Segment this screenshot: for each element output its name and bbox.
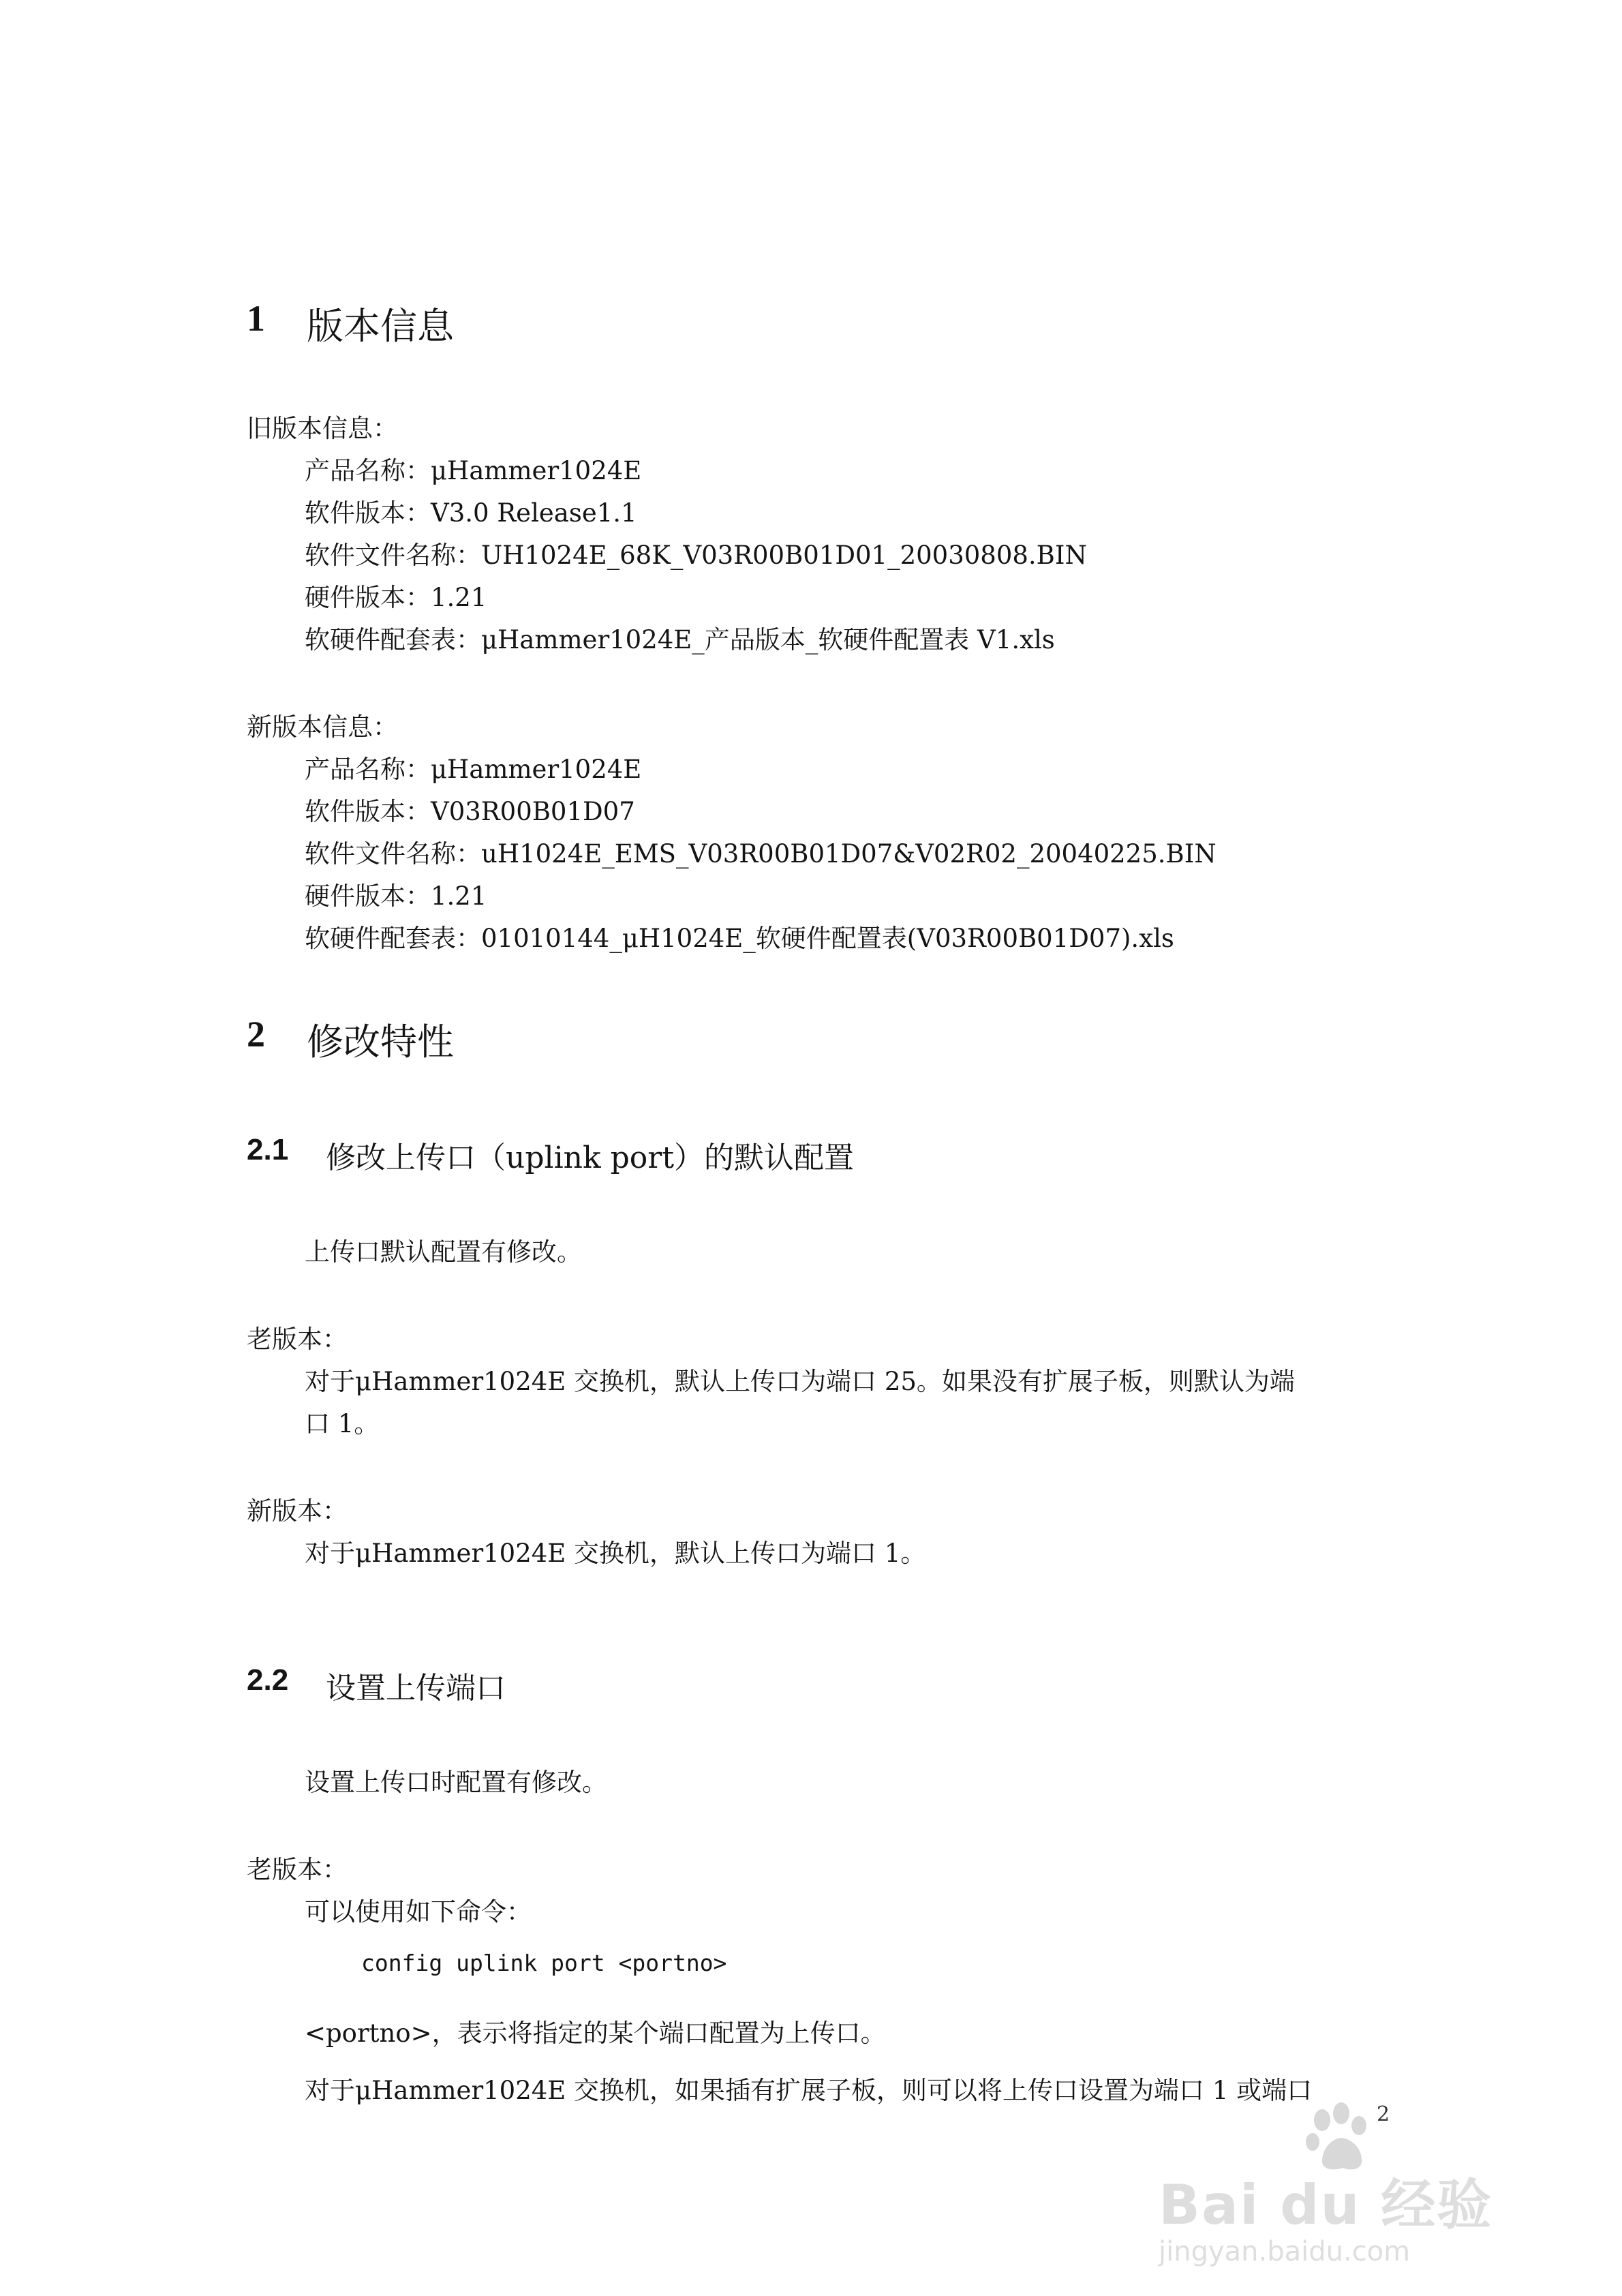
old-hardware-version: 硬件版本：1.21 — [305, 583, 487, 612]
section-title: 修改特性 — [307, 1021, 454, 1063]
old-compat-table: 软硬件配套表：μHammer1024E_产品版本_软硬件配置表 V1.xls — [305, 625, 1055, 654]
sub2-intro: 设置上传口时配置有修改。 — [305, 1768, 607, 1797]
sub2-old-line-1: 可以使用如下命令： — [305, 1897, 532, 1927]
sub1-old-line-1: 对于μHammer1024E 交换机，默认上传口为端口 25。如果没有扩展子板，则默认为端 — [305, 1367, 1295, 1396]
watermark-url: jingyan.baidu.com — [1159, 2236, 1411, 2267]
old-product-name: 产品名称：μHammer1024E — [305, 456, 642, 485]
section-title: 版本信息 — [307, 305, 454, 348]
old-version-label: 旧版本信息： — [247, 414, 398, 443]
subsection-number: 2.1 — [247, 1133, 289, 1166]
new-version-label: 新版本信息： — [247, 712, 398, 742]
new-compat-table: 软硬件配套表：01010144_μH1024E_软硬件配置表(V03R00B01D07).xls — [305, 924, 1174, 953]
subsection-number: 2.2 — [247, 1663, 289, 1697]
section-number: 2 — [247, 1014, 265, 1055]
new-software-file: 软件文件名称：uH1024E_EMS_V03R00B01D07&V02R02_20040225.BIN — [305, 839, 1216, 868]
sub1-old-label: 老版本： — [247, 1325, 348, 1354]
sub2-portno-note: <portno>，表示将指定的某个端口配置为上传口。 — [305, 2019, 886, 2048]
section-2-heading — [247, 1013, 860, 1061]
subsection-title: 修改上传口（uplink port）的默认配置 — [326, 1141, 855, 1175]
sub2-old-label: 老版本： — [247, 1855, 348, 1884]
command-example: config uplink port <portno> — [361, 1950, 727, 1976]
section-number: 1 — [247, 298, 265, 339]
sub1-intro: 上传口默认配置有修改。 — [305, 1237, 582, 1267]
new-hardware-version: 硬件版本：1.21 — [305, 881, 487, 911]
baidu-watermark — [1159, 2100, 1554, 2267]
sub1-new-label: 新版本： — [247, 1496, 348, 1526]
subsection-2-2-heading — [247, 1663, 1201, 1704]
watermark-brand: Bai du 经验 — [1159, 2173, 1493, 2237]
new-product-name: 产品名称：μHammer1024E — [305, 755, 642, 784]
subsection-title: 设置上传端口 — [326, 1671, 506, 1706]
sub2-uplink-note: 对于μHammer1024E 交换机，如果插有扩展子板，则可以将上传口设置为端口 1 或端口 — [305, 2076, 1313, 2105]
sub1-old-line-2: 口 1。 — [305, 1409, 380, 1438]
section-1-heading — [247, 297, 860, 348]
old-software-version: 软件版本：V3.0 Release1.1 — [305, 498, 637, 528]
new-software-version: 软件版本：V03R00B01D07 — [305, 797, 635, 826]
old-software-file: 软件文件名称：UH1024E_68K_V03R00B01D01_20030808.BIN — [305, 541, 1087, 570]
sub1-new-line-1: 对于μHammer1024E 交换机，默认上传口为端口 1。 — [305, 1539, 926, 1568]
subsection-2-1-heading — [247, 1133, 1201, 1174]
page-number: 2 — [1377, 2102, 1390, 2126]
